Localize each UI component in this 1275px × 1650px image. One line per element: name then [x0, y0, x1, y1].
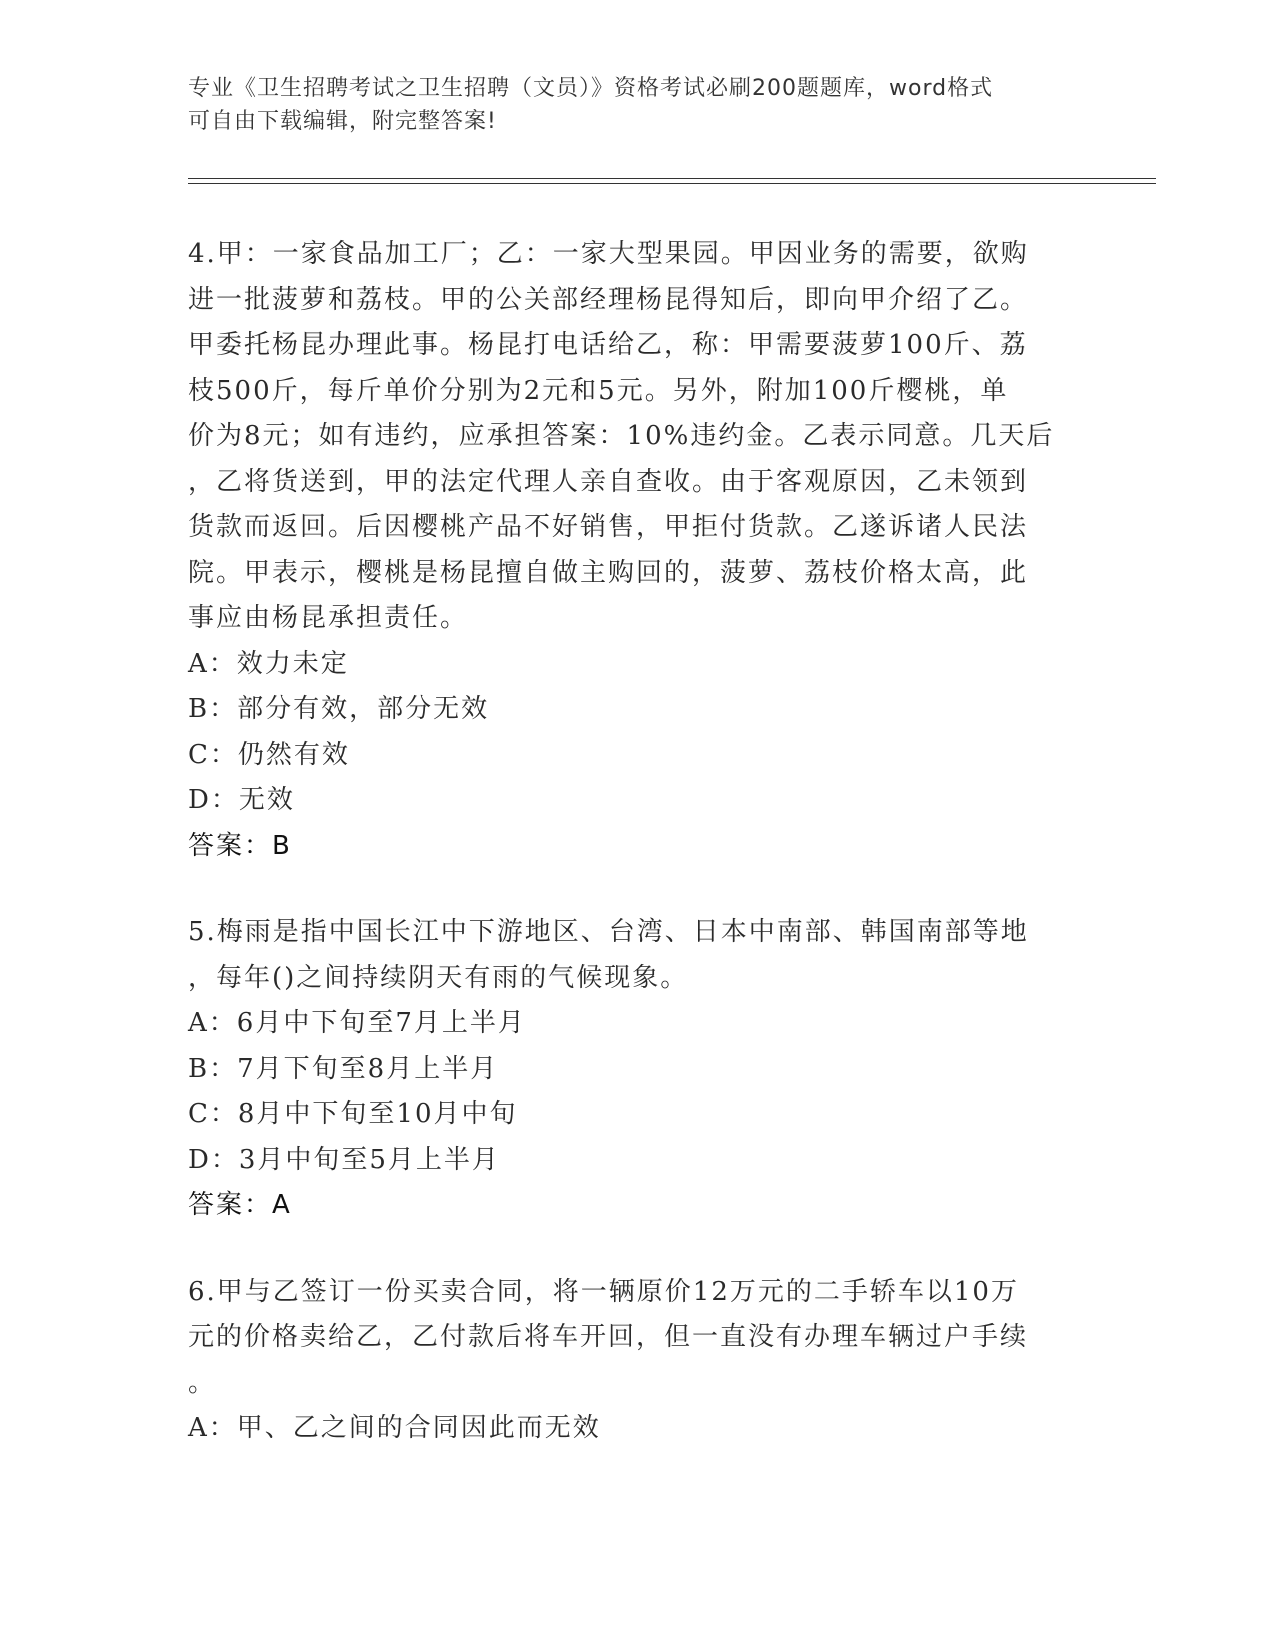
question-text-line: ，乙将货送到，甲的法定代理人亲自查收。由于客观原因，乙未领到 [188, 466, 1029, 497]
option-d: D：无效 [188, 785, 295, 815]
question-4 [188, 232, 1088, 869]
option-a: A：效力未定 [188, 648, 349, 679]
question-text-line: 价为8元；如有违约，应承担答案：10%违约金。乙表示同意。几天后 [188, 421, 1055, 451]
option-b: B：部分有效，部分无效 [188, 694, 490, 724]
question-text-line: 货款而返回。后因樱桃产品不好销售，甲拒付货款。乙遂诉诸人民法 [188, 512, 1029, 542]
question-text-line: 事应由杨昆承担责任。 [188, 603, 469, 633]
question-text-line: 4.甲：一家食品加工厂；乙：一家大型果园。甲因业务的需要，欲购 [188, 239, 1029, 269]
question-text-line: ，每年()之间持续阴天有雨的气候现象。 [188, 962, 689, 993]
answer-label: 答案：A [188, 1190, 292, 1220]
question-text-line: 院。甲表示，樱桃是杨昆擅自做主购回的，菠萝、荔枝价格太高，此 [188, 557, 1029, 588]
question-spacer [188, 1229, 1088, 1270]
question-5 [188, 910, 1088, 1229]
answer-label: 答案：B [188, 830, 292, 861]
question-text-line: 5.梅雨是指中国长江中下游地区、台湾、日本中南部、韩国南部等地 [188, 917, 1029, 947]
header-rule-top [188, 178, 1156, 179]
question-text-line: 元的价格卖给乙，乙付款后将车开回，但一直没有办理车辆过户手续 [188, 1322, 1029, 1352]
question-list [188, 232, 1088, 1452]
question-text-line: 甲委托杨昆办理此事。杨昆打电话给乙，称：甲需要菠萝100斤、荔 [188, 330, 1028, 360]
option-c: C：8月中下旬至10月中旬 [188, 1099, 518, 1129]
question-text-line: 6.甲与乙签订一份买卖合同，将一辆原价12万元的二手轿车以10万 [188, 1276, 1019, 1307]
option-b: B：7月下旬至8月上半月 [188, 1053, 499, 1084]
header-rule-bottom [188, 183, 1156, 184]
header-line-1: 专业《卫生招聘考试之卫生招聘（文员）》资格考试必刷200题题库，word格式 [188, 76, 994, 101]
option-c: C：仍然有效 [188, 739, 350, 770]
question-text-line: 枝500斤，每斤单价分别为2元和5元。另外，附加100斤樱桃，单 [188, 375, 1009, 406]
question-spacer [188, 869, 1088, 910]
question-text-line: 。 [188, 1367, 217, 1398]
option-a: A：甲、乙之间的合同因此而无效 [188, 1413, 601, 1443]
option-d: D：3月中旬至5月上半月 [188, 1144, 500, 1175]
question-text-line: 进一批菠萝和荔枝。甲的公关部经理杨昆得知后，即向甲介绍了乙。 [188, 284, 1029, 315]
header-line-2: 可自由下载编辑，附完整答案! [188, 109, 497, 134]
document-header [188, 72, 1068, 138]
question-6 [188, 1270, 1088, 1452]
option-a: A：6月中下旬至7月上半月 [188, 1008, 526, 1038]
